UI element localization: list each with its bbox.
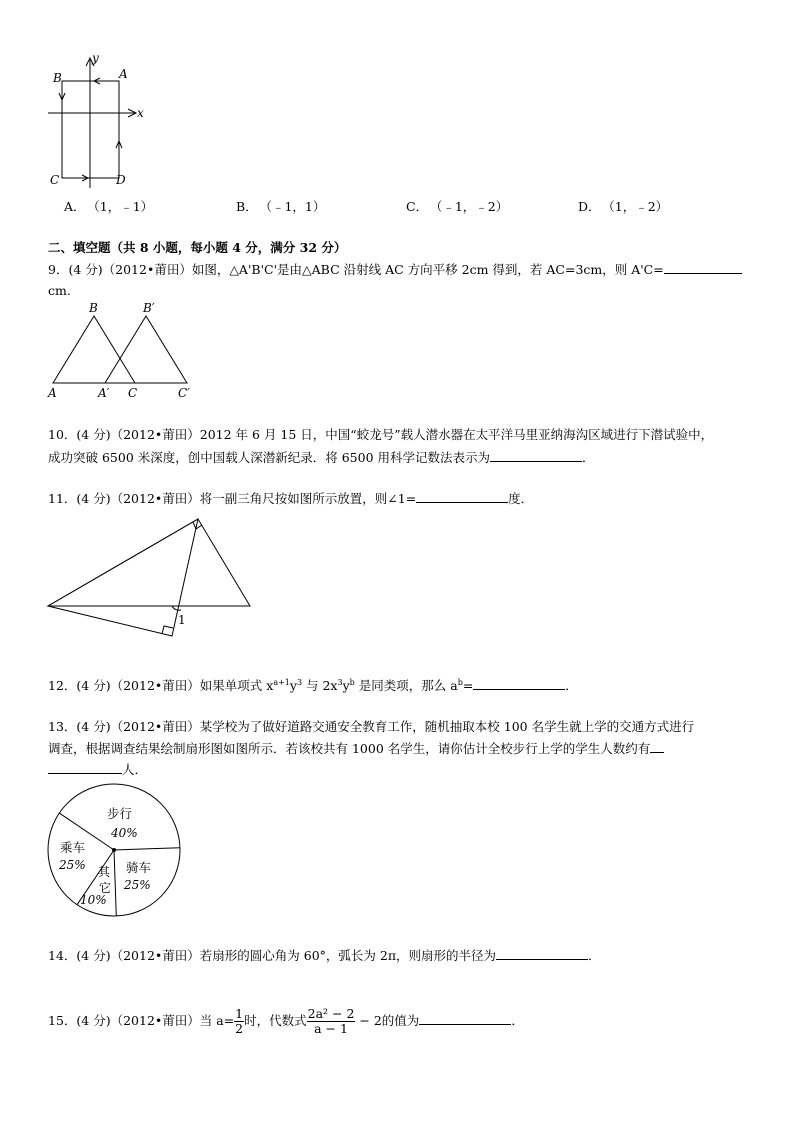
answer-blank[interactable]: [473, 677, 565, 690]
point-A-label: A: [119, 67, 128, 81]
pie-label-bike: 骑车: [126, 860, 152, 875]
angle-1-arc: [172, 606, 181, 610]
pie-value-other: 10%: [80, 893, 107, 907]
label-B-prime: B′: [143, 301, 155, 315]
pie-value-bus: 25%: [59, 858, 86, 872]
x-label: x: [137, 106, 144, 120]
answer-blank-start[interactable]: [650, 740, 664, 753]
pie-slice-boundary-3: [114, 850, 116, 916]
answer-blank[interactable]: [490, 449, 582, 462]
small-triangle: [48, 519, 198, 636]
question-13-line1: 13．(4 分)（2012•莆田）某学校为了做好道路交通安全教育工作，随机抽取本校 100 名学生就上学的交通方式进行: [48, 719, 695, 734]
pie-value-walk: 40%: [111, 826, 138, 840]
label-A-prime: A′: [98, 386, 110, 400]
question-13-line3: 人．: [48, 761, 147, 778]
section-title: 二、填空题（共 8 小题，每小题 4 分，满分 32 分）: [48, 240, 347, 255]
set-squares-figure: [40, 512, 260, 642]
question-12: 12．(4 分)（2012•莆田）如果单项式 $x^{a+1}y^3$ 与 $2x^3y^b$ 是同类项，那么 $a^b=$ ．: [48, 677, 578, 693]
answer-blank[interactable]: [664, 261, 742, 274]
fraction-expression: $\frac{\text{2a² − 2}}{a - 1}$: [307, 1006, 355, 1036]
translated-triangles-figure: [44, 298, 204, 404]
label-C-prime: C′: [178, 386, 190, 400]
pie-label-bus: 乘车: [60, 840, 86, 855]
rectangle-axes-figure: [40, 48, 160, 193]
answer-blank[interactable]: [496, 947, 588, 960]
point-D-label: D: [116, 173, 126, 187]
question-14: 14．(4 分)（2012•莆田）若扇形的圆心角为 60°，弧长为 2π，则扇形的半径为 ．: [48, 948, 601, 963]
answer-blank[interactable]: [48, 761, 122, 774]
triangle-ABC: [53, 316, 135, 383]
fraction-half: $\frac{1}{2}$: [235, 1006, 244, 1036]
question-9-tail: cm.: [48, 283, 71, 298]
point-C-label: C: [50, 173, 60, 187]
q8-option-c: C． （﹣1，﹣2）: [406, 199, 509, 214]
pie-slice-boundary-2: [114, 848, 180, 850]
question-10-line1: 10．(4 分)（2012•莆田）2012 年 6 月 15 日，中国“蛟龙号”载人潜水器在太平洋马里亚纳海沟区域进行下潜试验中，: [48, 427, 714, 442]
question-9: 9．(4 分)（2012•莆田）如图，△A'B'C'是由△ABC 沿射线 AC 方向平移 2cm 得到，若 AC=3cm，则 A'C=: [48, 261, 742, 278]
y-label: y: [92, 51, 99, 65]
triangle-A2B2C2: [105, 316, 187, 383]
q8-option-d: D． （1，﹣2）: [578, 199, 669, 214]
pie-value-bike: 25%: [124, 878, 151, 892]
point-B-label: B: [53, 71, 62, 85]
answer-blank[interactable]: [416, 490, 508, 503]
pie-label-walk: 步行: [107, 806, 133, 821]
question-10-line2: 成功突破 6500 米深度，创中国载人深潜新纪录．将 6500 用科学记数法表示为 ．: [48, 450, 595, 465]
label-B: B: [89, 301, 98, 315]
pie-label-other-1: 其: [98, 865, 111, 879]
q8-option-b: B． （﹣1，1）: [236, 199, 326, 214]
pie-chart: [44, 782, 184, 922]
label-C: C: [128, 386, 138, 400]
pie-center-dot: [112, 848, 116, 852]
q8-option-a: A． （1，﹣1）: [64, 199, 154, 214]
pie-label-other-2: 它: [99, 881, 112, 895]
answer-blank[interactable]: [419, 1012, 511, 1025]
question-15: 15．(4 分)（2012•莆田）当 a= $\frac{1}{2}$ 时，代数式 $\frac{\text{2a² − 2}}{a - 1}$ − 2的值为 ．: [48, 1006, 524, 1036]
label-A: A: [48, 386, 57, 400]
question-11: 11．(4 分)（2012•莆田）将一副三角尺按如图所示放置，则∠1= 度．: [48, 491, 534, 506]
angle-1-label: 1: [178, 613, 186, 627]
question-13-line2: 调查，根据调查结果绘制扇形图如图所示．若该校共有 1000 名学生，请你估计全校步行上学的学生人数约有: [48, 740, 664, 757]
right-angle-bottom: [162, 626, 173, 634]
large-triangle: [48, 519, 250, 606]
